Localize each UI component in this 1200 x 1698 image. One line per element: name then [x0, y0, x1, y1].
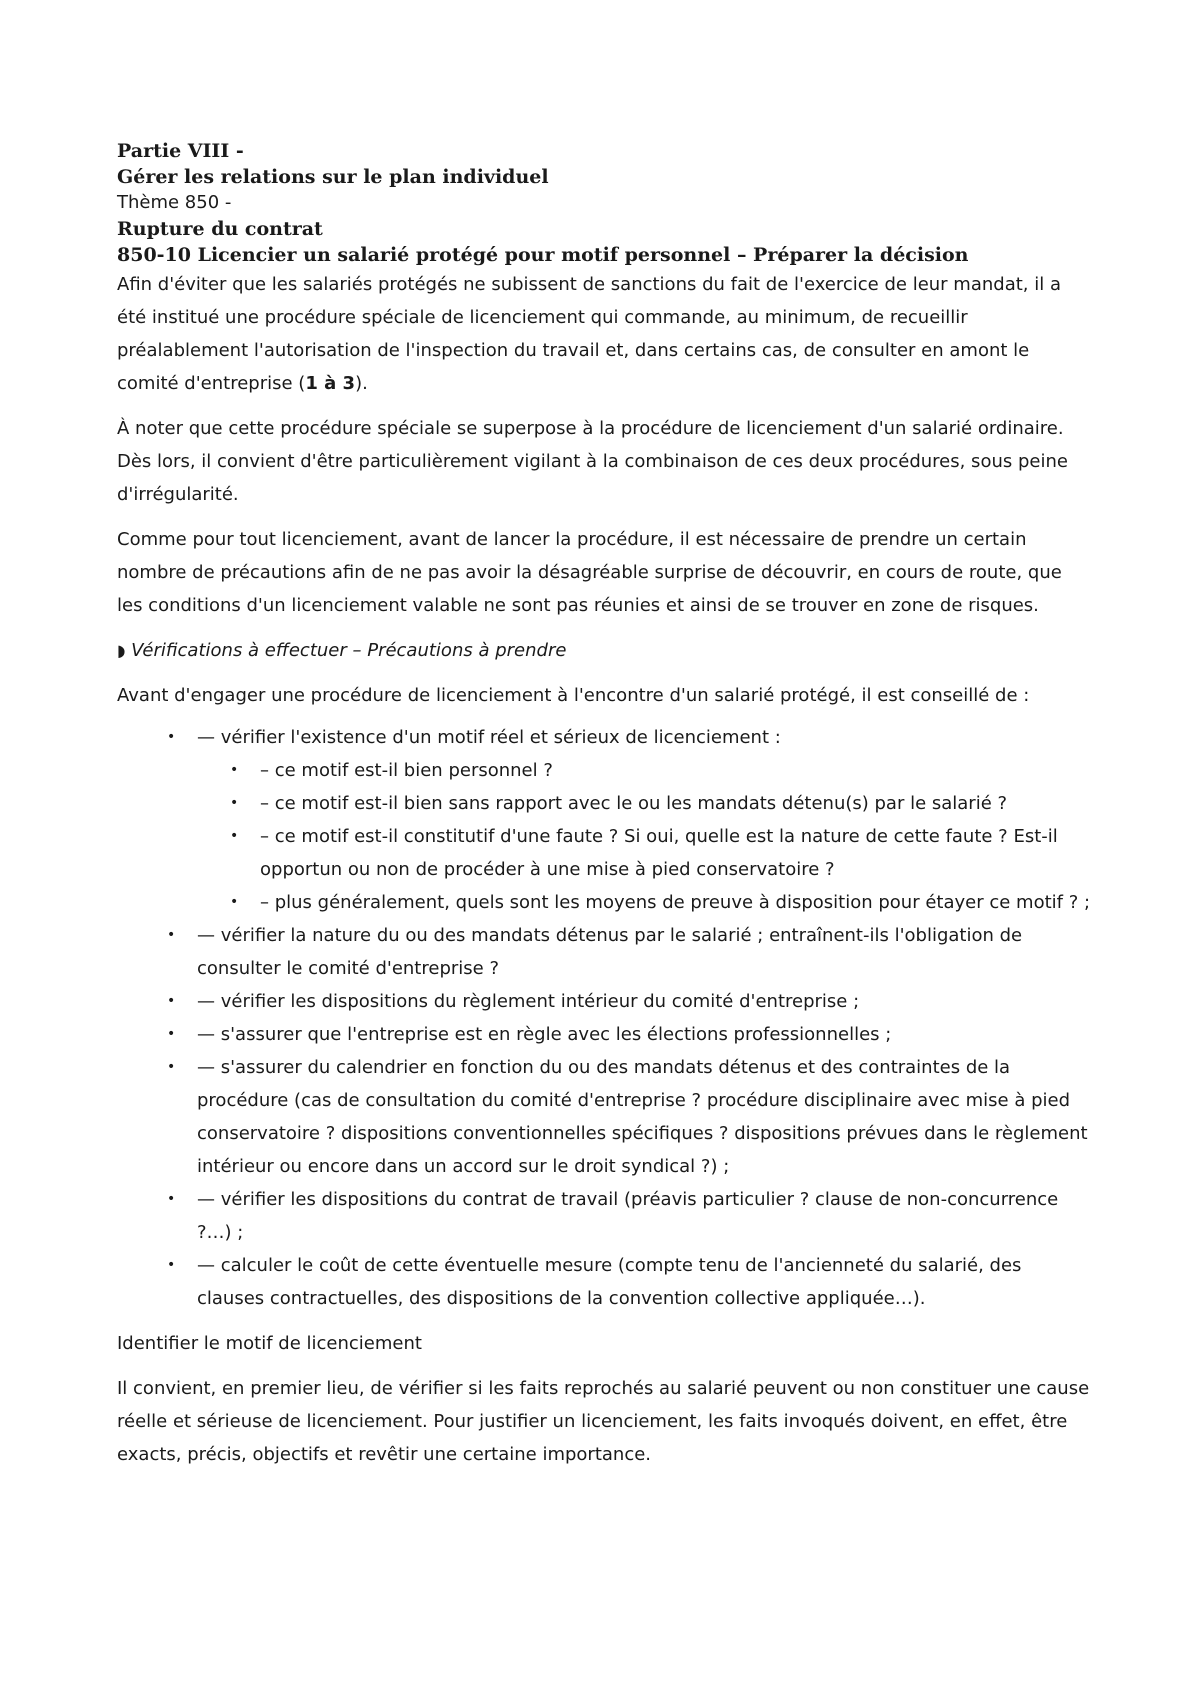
list-item-text: — calculer le coût de cette éventuelle mesure (compte tenu de l'ancienneté du salarié, des clauses contractuelles, des dispositions de la convention collective appliquée…).	[197, 1255, 1022, 1309]
list-item-text: — s'assurer que l'entreprise est en règle avec les élections professionnelles ;	[197, 1024, 892, 1045]
sub-list-item-text: – plus généralement, quels sont les moyens de preuve à disposition pour étayer ce motif ? ;	[260, 892, 1091, 913]
bullet-icon: •	[167, 927, 176, 943]
section-title: 850-10 Licencier un salarié protégé pour motif personnel – Préparer la décision	[117, 244, 969, 266]
intro-end: ).	[355, 373, 368, 394]
sub-list-item	[230, 886, 1092, 919]
intro-text: Afin d'éviter que les salariés protégés ne subissent de sanctions du fait de l'exercice de leur mandat, il a été institué une procédure spéciale de licenciement qui commande, au minimum, de recueillir préalablement l'autorisation de l'inspection du travail et, dans certains cas, de consulter en amont le comité d'entreprise (	[117, 274, 1061, 394]
bullet-icon: •	[230, 828, 239, 844]
sub-list-item-text: – ce motif est-il constitutif d'une faute ? Si oui, quelle est la nature de cette faute ? Est-il opportun ou non de procéder à une mise à pied conservatoire ?	[260, 826, 1058, 880]
sub-list-item	[230, 754, 1092, 787]
list-item-text: — vérifier l'existence d'un motif réel et sérieux de licenciement :	[197, 727, 781, 748]
sub-list-item-text: – ce motif est-il bien sans rapport avec le ou les mandats détenu(s) par le salarié ?	[260, 793, 1008, 814]
list-item-text: — vérifier la nature du ou des mandats détenus par le salarié ; entraînent-ils l'obligation de consulter le comité d'entreprise ?	[197, 925, 1023, 979]
sub-list-item-text: – ce motif est-il bien personnel ?	[260, 760, 553, 781]
list-item	[167, 1249, 1092, 1315]
verifications-heading-text: Vérifications à effectuer – Précautions à prendre	[131, 640, 567, 661]
bullet-icon: •	[167, 1026, 176, 1042]
list-item	[167, 721, 1092, 919]
bullet-icon: •	[167, 1059, 176, 1075]
bullet-icon: •	[167, 1257, 176, 1273]
bullet-icon: •	[167, 729, 176, 745]
list-item	[167, 1051, 1092, 1183]
motif-paragraph: Il convient, en premier lieu, de vérifier si les faits reprochés au salarié peuvent ou non constituer une cause réelle et sérieuse de licenciement. Pour justifier un licenciement, les faits invoqués doivent, en effet, être exacts, précis, objectifs et revêtir une certaine importance.	[117, 1378, 1090, 1465]
intro-paragraph-1	[117, 268, 1092, 400]
reference-range: 1 à 3	[305, 373, 356, 394]
sub-list-item	[230, 820, 1092, 886]
partie-title: Gérer les relations sur le plan individuel	[117, 166, 549, 188]
list-item-text: — vérifier les dispositions du règlement intérieur du comité d'entreprise ;	[197, 991, 860, 1012]
theme-title: Rupture du contrat	[117, 218, 323, 240]
list-item-text: — s'assurer du calendrier en fonction du ou des mandats détenus et des contraintes de la procédure (cas de consultation du comité d'entreprise ? procédure disciplinaire avec mise à pied conservatoire ? dispositions conventionnelles spécifiques ? dispositions prévues dans le règlement intérieur ou encore dans un accord sur le droit syndical ?) ;	[197, 1057, 1088, 1177]
list-item	[167, 1018, 1092, 1051]
verification-list	[167, 721, 1092, 1315]
intro-paragraph-3: Comme pour tout licenciement, avant de lancer la procédure, il est nécessaire de prendre un certain nombre de précautions afin de ne pas avoir la désagréable surprise de découvrir, en cours de route, que les conditions d'un licenciement valable ne sont pas réunies et ainsi de se trouver en zone de risques.	[117, 529, 1062, 616]
partie-label: Partie VIII -	[117, 140, 244, 162]
sub-list-item	[230, 787, 1092, 820]
list-item	[167, 919, 1092, 985]
document-page	[117, 138, 1092, 1471]
verifications-heading	[117, 634, 1092, 667]
list-item-text: — vérifier les dispositions du contrat de travail (préavis particulier ? clause de non-concurrence ?…) ;	[197, 1189, 1059, 1243]
list-item	[167, 985, 1092, 1018]
intro-paragraph-2: À noter que cette procédure spéciale se superpose à la procédure de licenciement d'un salarié ordinaire. Dès lors, il convient d'être particulièrement vigilant à la combinaison de ces deux procédures, sous peine d'irrégularité.	[117, 418, 1068, 505]
bullet-icon: •	[230, 795, 239, 811]
section-marker-icon: ◗	[117, 641, 126, 660]
list-item	[167, 1183, 1092, 1249]
bullet-icon: •	[167, 1191, 176, 1207]
document-header	[117, 138, 1092, 268]
bullet-icon: •	[230, 762, 239, 778]
theme-label: Thème 850 -	[117, 192, 232, 213]
verifications-lead: Avant d'engager une procédure de licenciement à l'encontre d'un salarié protégé, il est conseillé de :	[117, 685, 1030, 706]
motif-heading: Identifier le motif de licenciement	[117, 1333, 422, 1354]
sub-list	[230, 754, 1092, 919]
bullet-icon: •	[167, 993, 176, 1009]
bullet-icon: •	[230, 894, 239, 910]
